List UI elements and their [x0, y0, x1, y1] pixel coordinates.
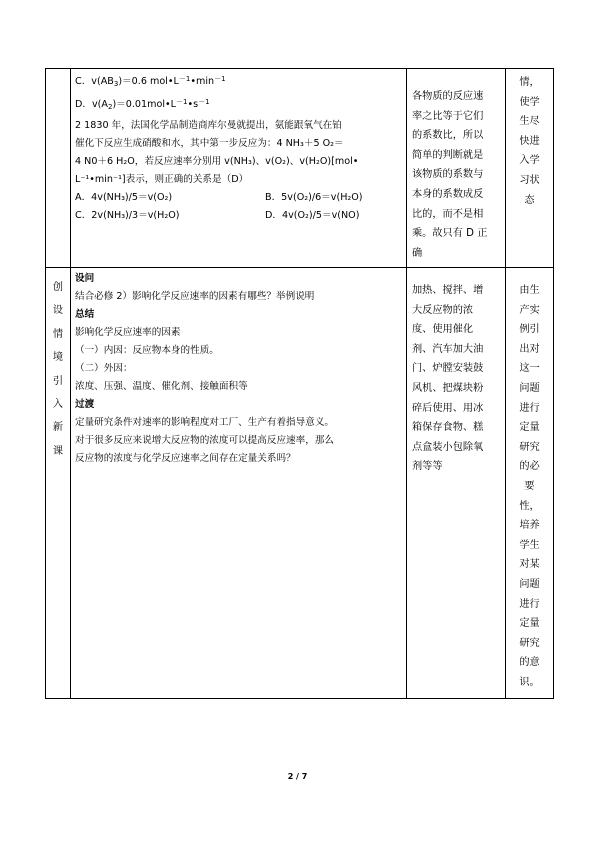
- note-line: 定量: [519, 618, 540, 630]
- answer-line: 碎后使用、用冰: [412, 402, 484, 414]
- note-line: 生尽: [519, 116, 540, 128]
- option-a: A．4v(NH₃)/5＝v(O₂): [75, 192, 173, 203]
- note-line: 问题: [519, 382, 540, 394]
- note-line: 情，: [519, 77, 540, 88]
- note-line: 出对: [519, 343, 540, 355]
- q2-line-2: 催化下反应生成硝酸和水，其中第一步反应为：4 NH₃＋5 O₂＝: [75, 138, 344, 149]
- section-cell-empty: [46, 69, 71, 268]
- note-line: 由生: [519, 285, 540, 296]
- note-line: 态: [524, 194, 535, 206]
- heading-transition: 过渡: [75, 399, 95, 410]
- answer-line: 率之比等于它们: [412, 110, 484, 122]
- section-label-char: 创: [52, 282, 64, 293]
- note-cell: [506, 69, 554, 268]
- answer-line: 简单的判断就是: [412, 149, 484, 161]
- option-d: D．4v(O₂)/5＝v(NO): [265, 210, 360, 221]
- note-line: 的意: [519, 657, 540, 669]
- lesson-table: [45, 68, 554, 699]
- note-line: 研究: [519, 441, 540, 453]
- option-b: B．5v(O₂)/6＝v(H₂O): [265, 192, 363, 203]
- option-c: C．2v(NH₃)/3＝v(H₂O): [75, 210, 180, 221]
- answer-line: 本身的系数成反: [412, 188, 484, 200]
- content-cell: [71, 69, 407, 268]
- option-c-line: C．$v(AB_3)=0.6$ $mol•L^{-1}•\min^{-1}$: [75, 75, 226, 88]
- transition-line-2: 对于很多反应来说增大反应物的浓度可以提高反应速率，那么: [75, 435, 335, 446]
- summary-factors: 浓度、压强、温度、催化剂、接触面积等: [75, 381, 248, 392]
- section-label-char: 引: [52, 375, 64, 387]
- answer-line: 乘。故只有 D 正: [412, 228, 488, 240]
- note-line: 使学: [519, 96, 540, 108]
- answer-line: 箱保存食物、糕: [412, 422, 484, 434]
- transition-line-3: 反应物的浓度与化学反应速率之间存在定量关系吗？: [75, 453, 296, 464]
- answer-line: 该物质的系数与: [412, 169, 484, 181]
- content-cell: [71, 268, 407, 699]
- note-cell: [506, 268, 554, 699]
- note-line: 问题: [519, 578, 540, 590]
- answer-line: 门、炉膛安装鼓: [412, 363, 484, 375]
- section-label-char: 境: [52, 352, 64, 364]
- option-d-line: D．$v(A_2)=0.01mol•L^{-1}•s^{-1}$: [75, 98, 210, 111]
- answer-line: 加热、搅拌、增: [412, 285, 484, 296]
- note-line: 性，: [519, 500, 540, 512]
- note-line: 研究: [519, 637, 540, 649]
- q2-line-3: 4 N0＋6 H₂O，若反应速率分别用 v(NH₃)、v(O₂)、v(H₂O)[mol•: [75, 156, 359, 167]
- answer-line: 度、使用催化: [412, 324, 474, 336]
- transition-line-1: 定量研究条件对速率的影响程度对工厂、生产有着指导意义。: [75, 417, 335, 428]
- note-line: 习状: [519, 174, 540, 186]
- answer-line: 比的，而不是相: [412, 208, 484, 220]
- note-line: 要: [524, 480, 535, 492]
- note-line: 的必: [519, 461, 540, 473]
- options-ab: [71, 187, 406, 205]
- q2-line-4: L⁻¹•min⁻¹]表示，则正确的关系是（D）: [75, 174, 249, 185]
- design-note: [506, 268, 553, 692]
- heading-summary: 总结: [75, 309, 95, 320]
- answer-line: 点盒装小包除氧: [412, 441, 484, 453]
- note-line: 产实: [519, 304, 540, 316]
- note-line: 识。: [519, 676, 540, 688]
- answer-line: 大反应物的浓: [412, 304, 474, 316]
- page-number: 2 / 7: [287, 772, 308, 781]
- section-label-char: 入: [52, 399, 64, 411]
- summary-external: （二）外因：: [75, 363, 133, 374]
- answer-line: 的系数比，所以: [412, 130, 484, 142]
- note-line: 定量: [519, 422, 540, 434]
- section-label-char: 情: [52, 328, 64, 340]
- answer-line: 各物质的反应速: [412, 91, 484, 102]
- design-note: [506, 69, 553, 210]
- answer-line: 剂、汽车加大油: [412, 343, 484, 355]
- section-label-cell: [46, 268, 71, 699]
- answer-cell: [407, 268, 506, 699]
- summary-title: 影响化学反应速率的因素: [75, 327, 181, 338]
- answer-line: 剂等等: [412, 461, 443, 473]
- note-line: 例引: [519, 324, 540, 336]
- note-line: 学生: [519, 539, 540, 551]
- note-line: 进行: [519, 402, 540, 414]
- note-line: 培养: [519, 520, 540, 532]
- note-line: 对某: [519, 559, 540, 571]
- answer-cell: [407, 69, 506, 268]
- answer-text: [407, 69, 505, 263]
- heading-question: 设问: [75, 273, 95, 284]
- table-row: [46, 69, 554, 268]
- answer-text: [407, 268, 505, 477]
- section-label-char: 课: [52, 445, 64, 457]
- options-cd: [71, 205, 406, 223]
- note-line: 快进: [519, 135, 540, 147]
- question-text: 结合必修 2）影响化学反应速率的因素有哪些？举例说明: [75, 291, 315, 302]
- section-label-char: 设: [52, 305, 64, 317]
- q2-line-1: 2 1830 年，法国化学品制造商库尔曼就提出，氨能跟氧气在铂: [75, 120, 342, 131]
- answer-line: 确: [412, 247, 423, 259]
- answer-line: 风机、把煤块粉: [412, 382, 484, 394]
- note-line: 进行: [519, 598, 540, 610]
- section-label-char: 新: [52, 422, 64, 434]
- table-row: [46, 268, 554, 699]
- section-label: [46, 268, 70, 463]
- summary-internal: （一）内因：反应物本身的性质。: [75, 345, 219, 356]
- note-line: 入学: [519, 155, 540, 167]
- note-line: 这一: [519, 363, 540, 375]
